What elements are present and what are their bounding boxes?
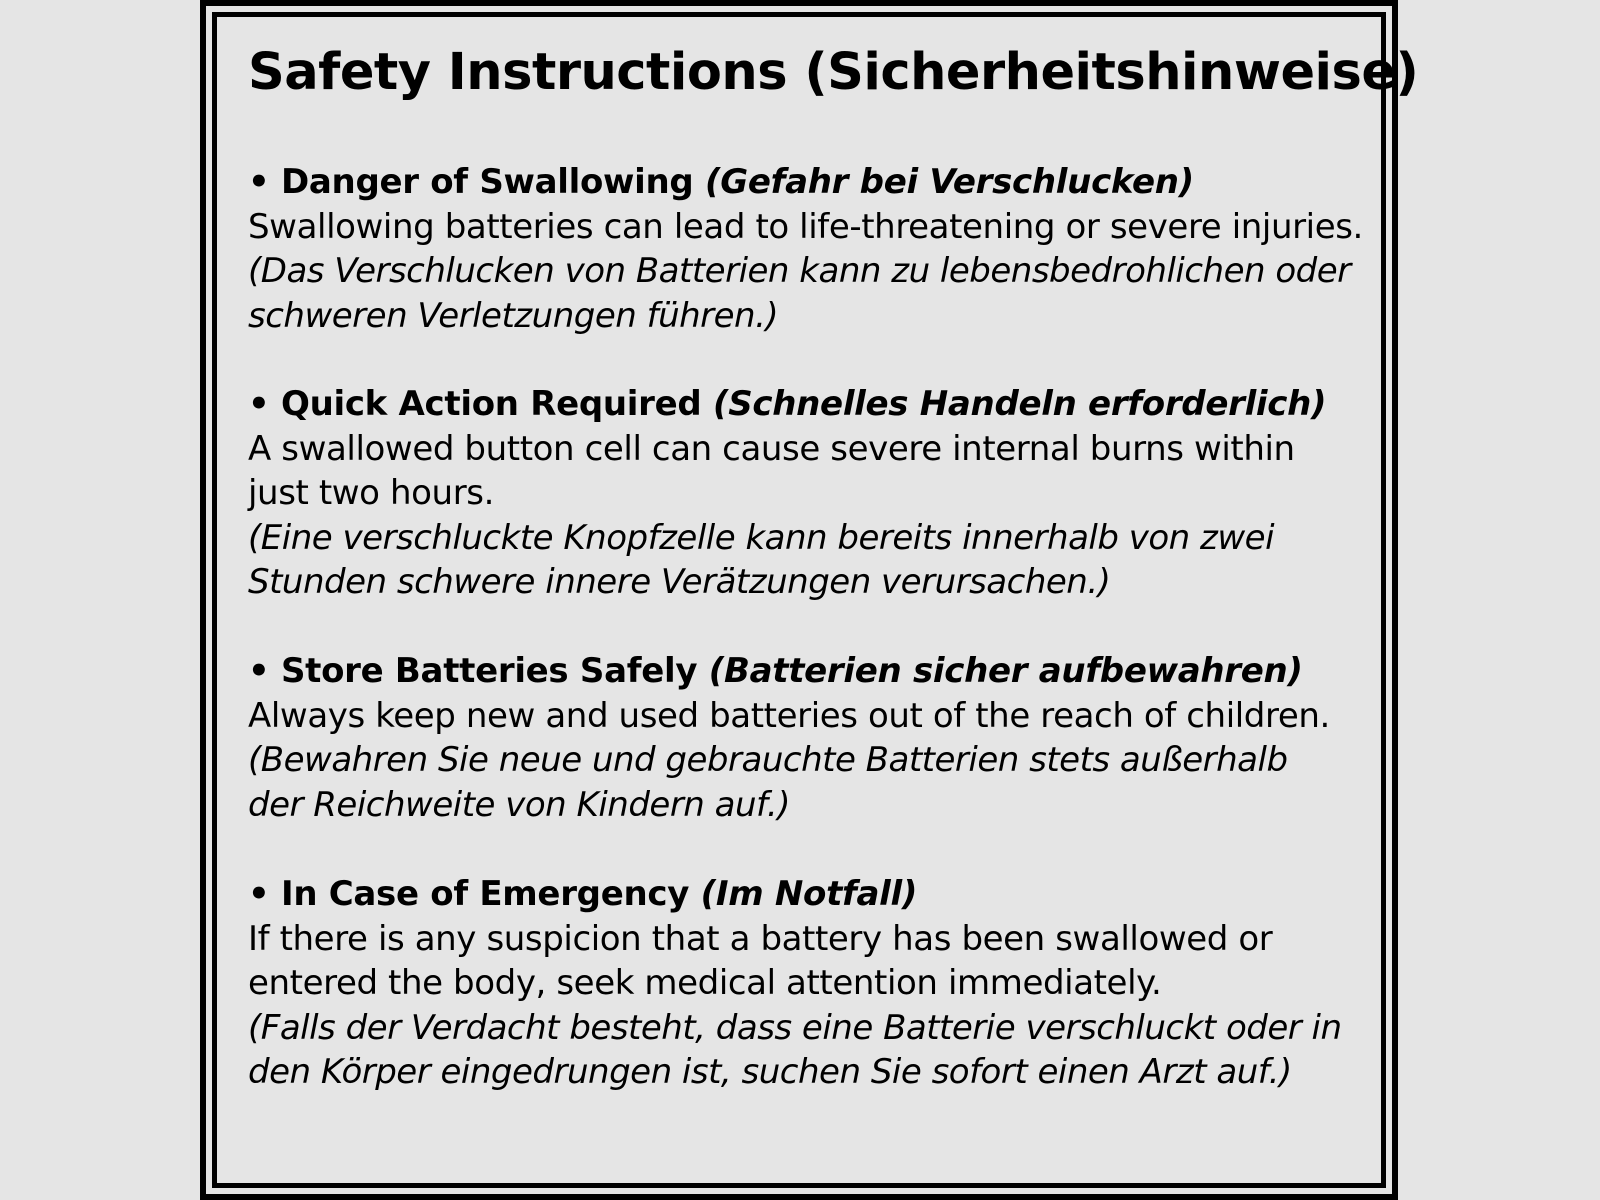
page-title: Safety Instructions (Sicherheitshinweise) (248, 43, 1419, 102)
section-heading-en: • In Case of Emergency (248, 874, 690, 914)
section-in-case-of-emergency (248, 872, 1368, 1095)
section-store-batteries-safely (248, 649, 1368, 827)
section-heading (248, 382, 1368, 427)
section-heading-en: • Quick Action Required (248, 384, 702, 424)
section-text-en: A swallowed button cell can cause severe internal burns within just two hours. (248, 428, 1295, 513)
section-heading-de: (Im Notfall) (700, 874, 918, 914)
section-heading-de: (Batterien sicher aufbewahren) (708, 651, 1303, 691)
section-heading-en: • Store Batteries Safely (248, 651, 698, 691)
section-heading-en: • Danger of Swallowing (248, 162, 694, 202)
section-text-en: Swallowing batteries can lead to life-threatening or severe injuries. (248, 206, 1363, 247)
section-text-de: (Das Verschlucken von Batterien kann zu lebensbedrohlichen oder schweren Verletzungen führen.) (248, 251, 1351, 336)
section-quick-action-required (248, 382, 1368, 605)
section-heading-de: (Schnelles Handeln erforderlich) (712, 384, 1327, 424)
section-danger-of-swallowing (248, 160, 1368, 338)
section-text-en: If there is any suspicion that a battery has been swallowed or entered the body, seek medical attention immediately. (248, 918, 1273, 1003)
section-text-de: (Bewahren Sie neue und gebrauchte Batterien stets außerhalb der Reichweite von Kindern auf.) (248, 740, 1288, 825)
section-heading (248, 872, 1368, 917)
section-heading (248, 649, 1368, 694)
section-text-de: (Falls der Verdacht besteht, dass eine Batterie verschluckt oder in den Körper eingedrungen ist, suchen Sie sofort einen Arzt auf.) (248, 1007, 1342, 1092)
section-heading-de: (Gefahr bei Verschlucken) (705, 162, 1194, 202)
section-text-de: (Eine verschluckte Knopfzelle kann bereits innerhalb von zwei Stunden schwere innere Verätzungen verursachen.) (248, 517, 1275, 602)
section-heading (248, 160, 1368, 205)
section-text-en: Always keep new and used batteries out of the reach of children. (248, 695, 1330, 736)
